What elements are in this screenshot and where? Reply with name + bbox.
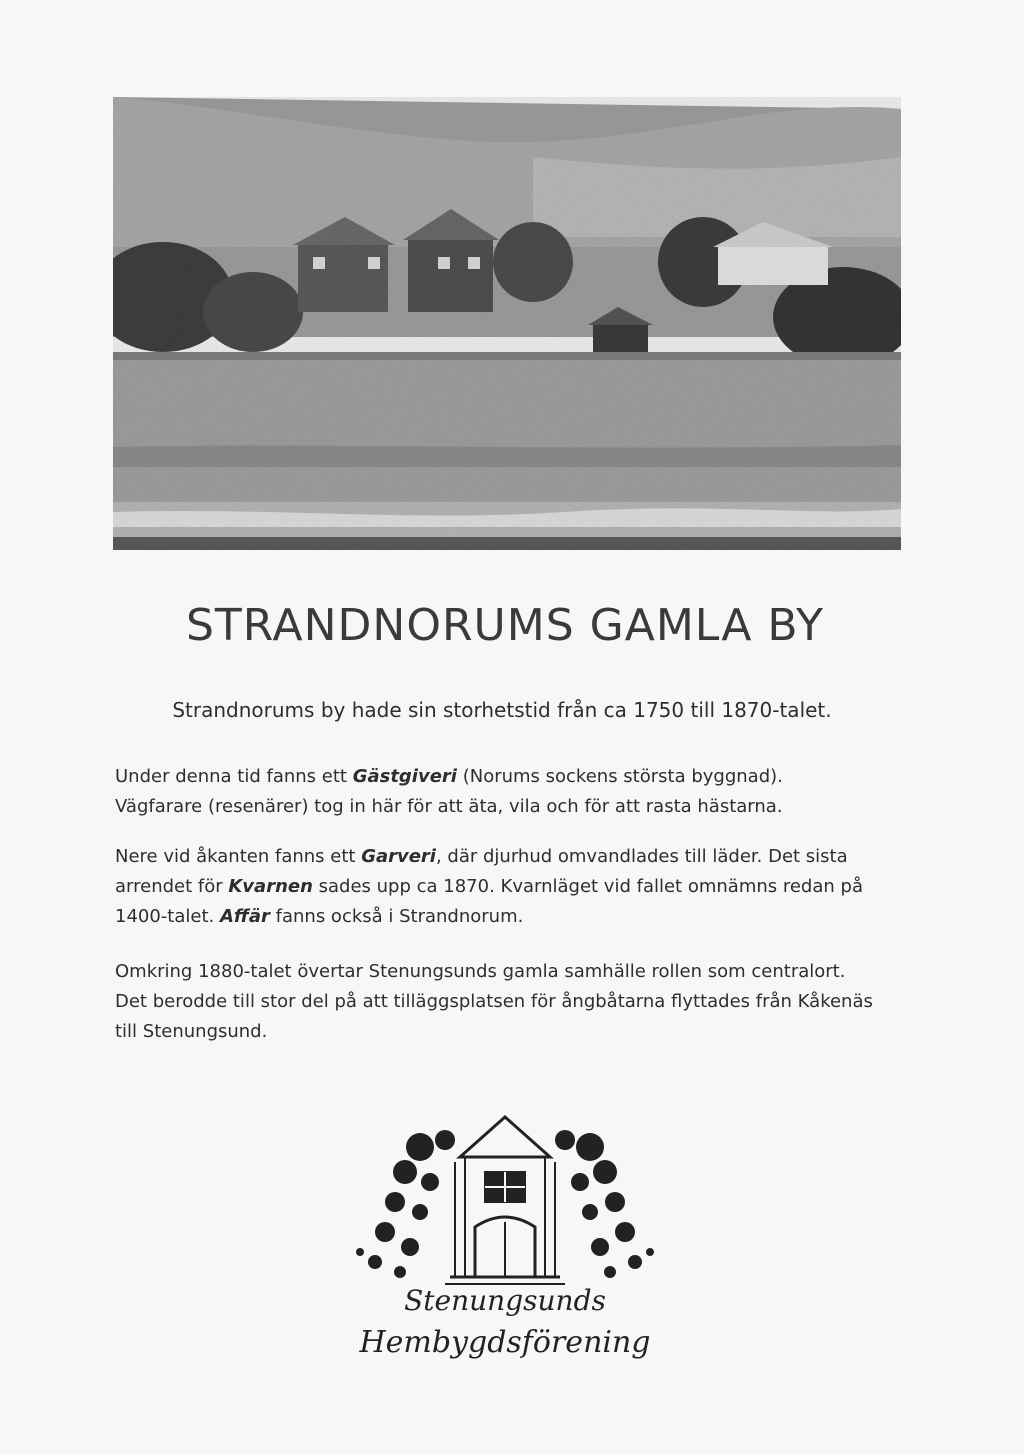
p1-text-pre: Under denna tid fanns ett [115, 766, 353, 787]
p1-emphasis-gastgiveri: Gästgiveri [352, 766, 457, 787]
page-title: STRANDNORUMS GAMLA BY [185, 600, 825, 651]
p2-text-pre: Nere vid åkanten fanns ett [115, 846, 362, 867]
p1-text-post: (Norums sockens största byggnad). Vägfarare (resenärer) tog in här för att äta, vila och för att rasta hästarna. [115, 766, 783, 817]
historic-village-photo [113, 97, 901, 550]
logo-line-hembygdsforening: Hembygdsförening [359, 1325, 651, 1360]
p2-emphasis-garveri: Garveri [361, 846, 436, 867]
logo-line-stenungsunds: Stenungsunds [404, 1284, 606, 1317]
p2-text-mid1: , där djurhud omvandlades till läder. Det sista arrendet för [115, 846, 848, 897]
p2-text-post: fanns också i Strandnorum. [269, 906, 524, 927]
paragraph-stenungsund: Omkring 1880-talet övertar Stenungsunds gamla samhälle rollen som centralort. Det berodde till stor del på att tilläggsplatsen för ångbåtarna flyttades från Kåkenäs till Stenungsund. [115, 961, 873, 1042]
p2-emphasis-kvarnen: Kvarnen [228, 876, 313, 897]
p2-text-mid2: sades upp ca 1870. Kvarnläget vid fallet omnämns redan på 1400-talet. [115, 876, 863, 927]
p2-emphasis-affar: Affär [219, 906, 270, 927]
intro-text: Strandnorums by hade sin storhetstid från ca 1750 till 1870-talet. [172, 698, 832, 722]
paragraph-garveri [115, 842, 875, 932]
hembygdsforening-logo [350, 1112, 660, 1367]
paragraph-gastgiveri [115, 762, 875, 822]
